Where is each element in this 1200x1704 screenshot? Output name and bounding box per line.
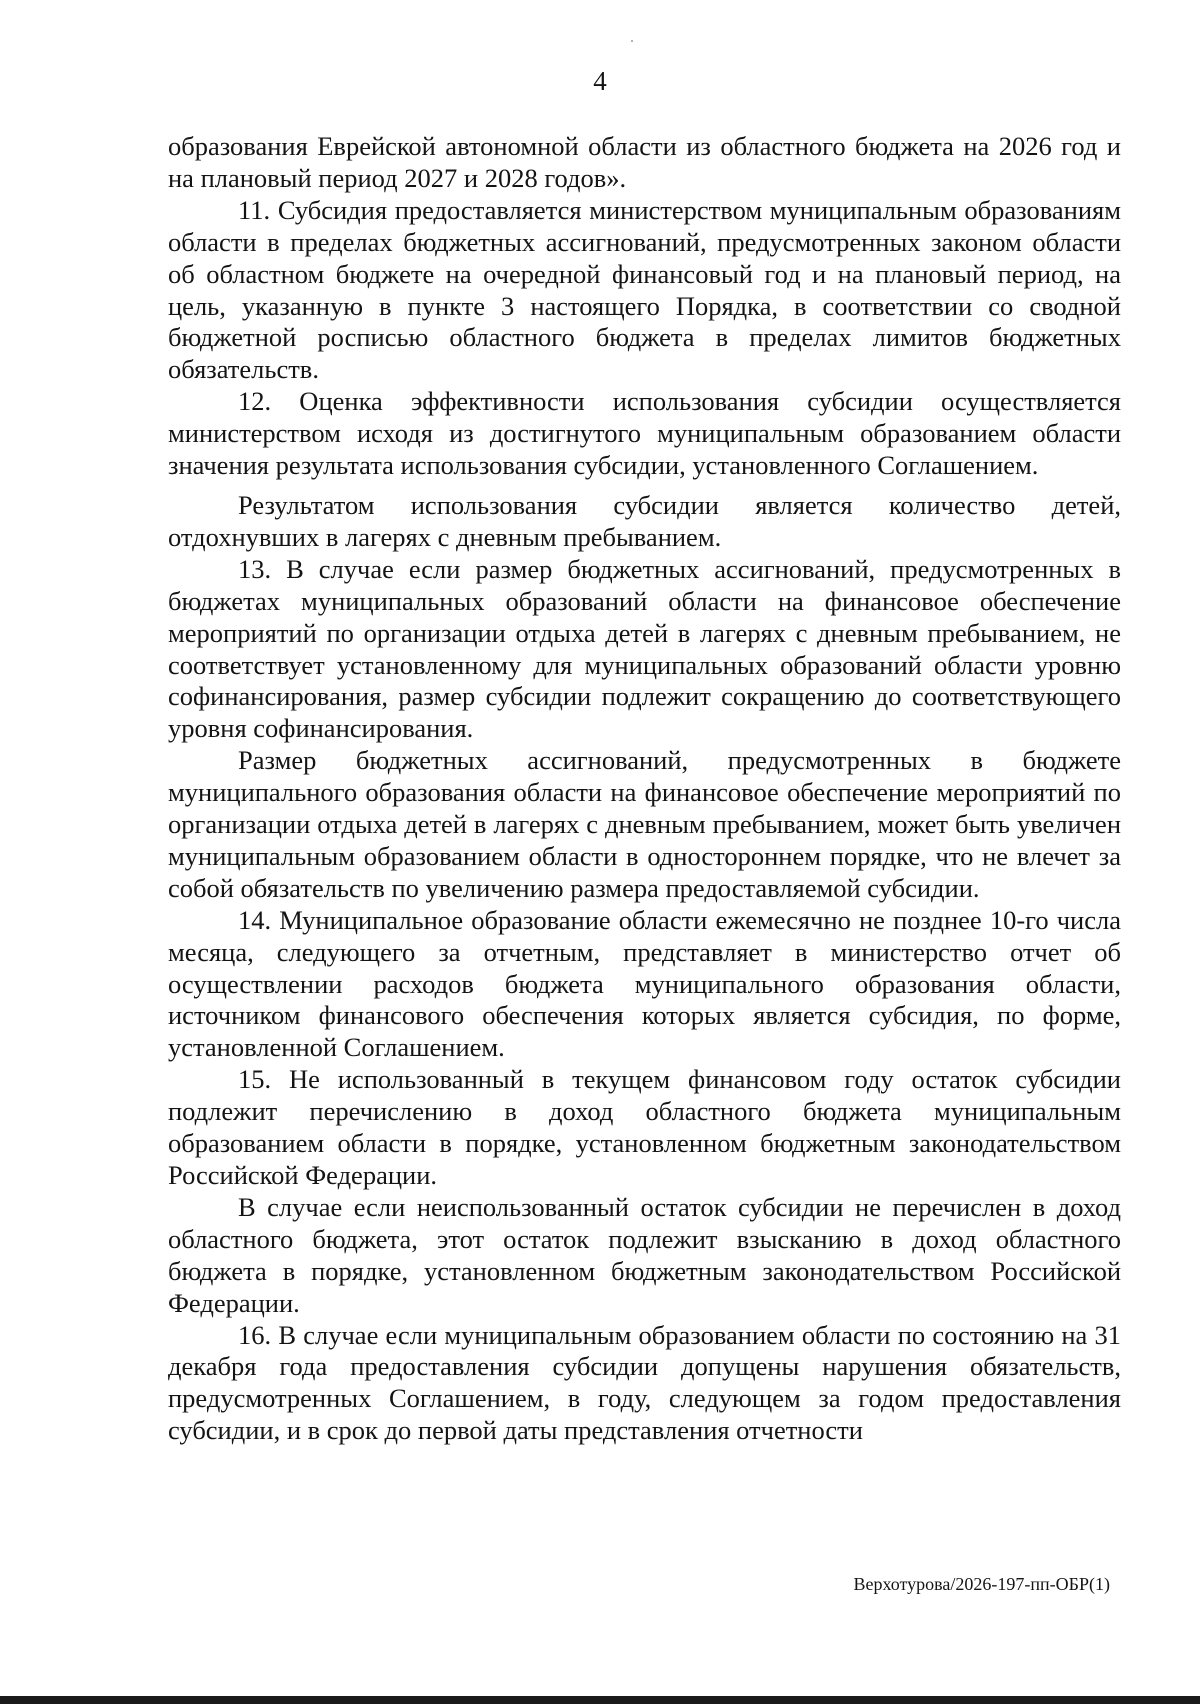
paragraph-15: 15. Не использованный в текущем финансовом году остаток субсидии подлежит перечислению в доход областного бюджета муниципальным образованием области в порядке, установленном бюджетным законодательством Российской Федерации.	[168, 1064, 1121, 1190]
scan-speck	[631, 40, 633, 42]
page-number: 4	[593, 66, 607, 96]
paragraph-continuation: образования Еврейской автономной области из областного бюджета на 2026 год и на плановый период 2027 и 2028 годов».	[168, 131, 1121, 193]
paragraph-14: 14. Муниципальное образование области ежемесячно не позднее 10-го числа месяца, следующего за отчетным, представляет в министерство отчет об осуществлении расходов бюджета муниципального образования области, источником финансового обеспечения которых является субсидия, по форме, установленной Соглашением.	[168, 904, 1121, 1063]
paragraph-13-budget-size: Размер бюджетных ассигнований, предусмотренных в бюджете муниципального образования области на финансовое обеспечение мероприятий по организации отдыха детей в лагерях с дневным пребыванием, может быть увеличен муниципальным образованием области в одностороннем порядке, что не влечет за собой обязательств по увеличению размера предоставляемой субсидии.	[168, 745, 1121, 903]
paragraph-12: 12. Оценка эффективности использования субсидии осуществляется министерством исходя из достигнутого муниципальным образованием области значения результата использования субсидии, установленного Соглашением.	[168, 386, 1121, 481]
document-footer-code: Верхотурова/2026-197-пп-ОБР(1)	[853, 1574, 1110, 1594]
paragraph-13: 13. В случае если размер бюджетных ассигнований, предусмотренных в бюджетах муниципальных образований области на финансовое обеспечение мероприятий по организации отдыха детей в лагерях с дневным пребыванием, не соответствует установленному для муниципальных образований области уровню софинансирования, размер субсидии подлежит сокращению до соответствующего уровня софинансирования.	[168, 553, 1121, 744]
paragraph-11: 11. Субсидия предоставляется министерством муниципальным образованиям области в пределах бюджетных ассигнований, предусмотренных законом области об областном бюджете на очередной финансовый год и на плановый период, на цель, указанную в пункте 3 настоящего Порядка, в соответствии со сводной бюджетной росписью областного бюджета в пределах лимитов бюджетных обязательств.	[168, 194, 1121, 385]
paragraph-16: 16. В случае если муниципальным образованием области по состоянию на 31 декабря года предоставления субсидии допущены нарушения обязательств, предусмотренных Соглашением, в году, следующем за годом предоставления субсидии, и в срок до первой даты представления отчетности	[168, 1319, 1121, 1446]
scan-edge	[0, 1696, 1200, 1704]
document-body	[168, 131, 1121, 1447]
paragraph-12-result: Результатом использования субсидии является количество детей, отдохнувших в лагерях с дневным пребыванием.	[168, 489, 1121, 552]
paragraph-15-recovery: В случае если неиспользованный остаток субсидии не перечислен в доход областного бюджета, этот остаток подлежит взысканию в доход областного бюджета в порядке, установленном бюджетным законодательством Российской Федерации.	[168, 1191, 1121, 1318]
